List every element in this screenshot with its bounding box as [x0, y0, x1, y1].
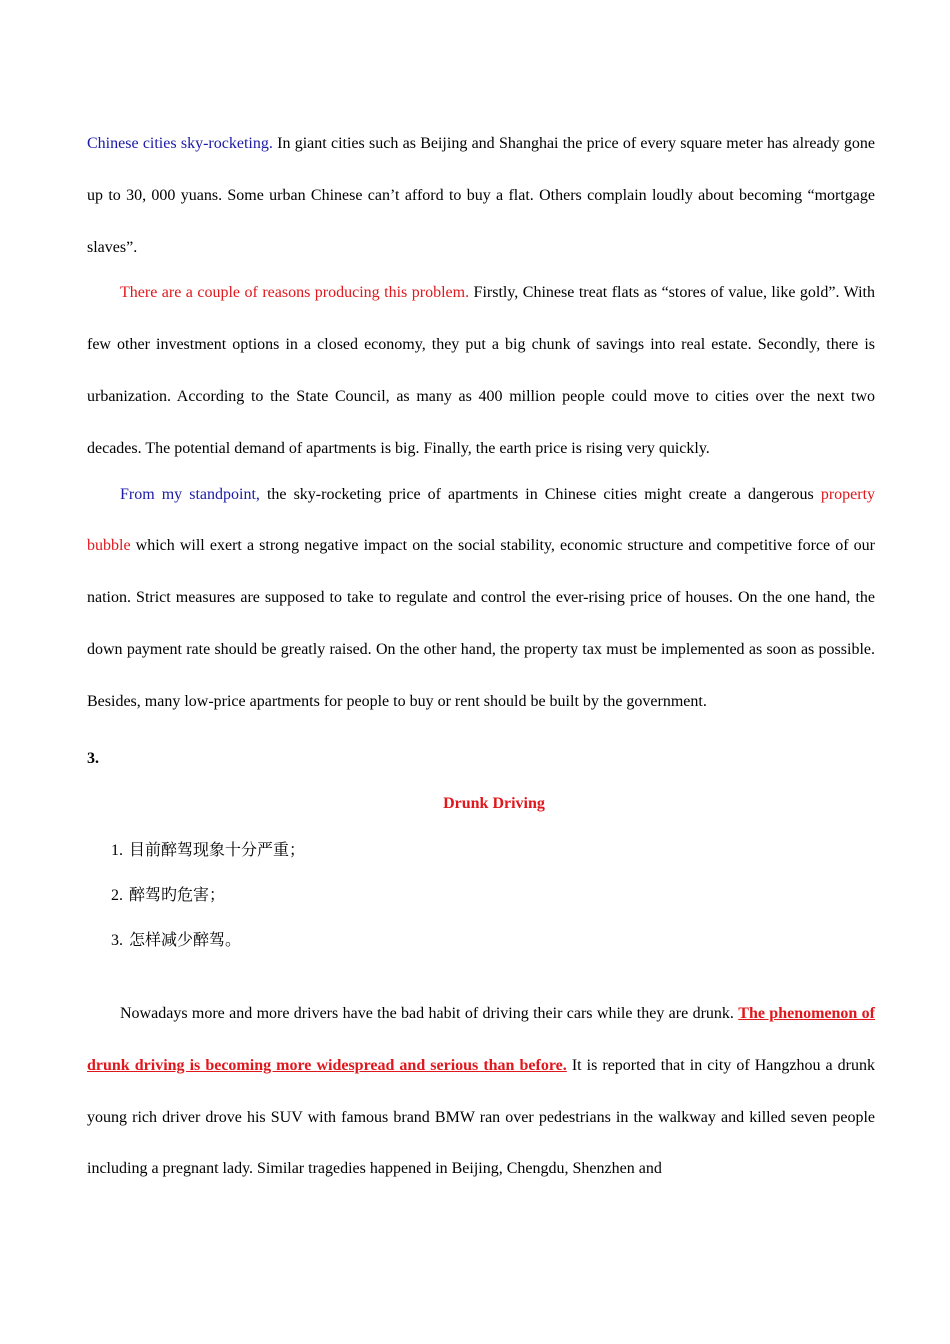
paragraph-drunk-driving [87, 988, 875, 1195]
list-item [111, 885, 305, 930]
paragraph-text: In giant cities such as Beijing and Shanghai the price of every square meter has already gone up to 30, 000 yuans. Some urban Chinese can’t afford to buy a flat. Others complain loudly about becoming “mortgage slaves”. [87, 135, 875, 256]
paragraph-lead-red: There are a couple of reasons producing this problem. [120, 284, 470, 302]
paragraph-opinion [87, 469, 875, 728]
essay-body-top [87, 118, 875, 728]
list-item-number: 1. [111, 842, 123, 859]
topic-sentence: The phenomenon of drunk driving is becoming more widespread and serious than before. [87, 1005, 875, 1074]
paragraph-reasons [87, 267, 875, 474]
paragraph-problem [87, 118, 875, 273]
paragraph-lead-blue: Chinese cities sky-rocketing. [87, 135, 273, 152]
paragraph-text: It is reported that in city of Hangzhou a drunk young rich driver drove his SUV with famous brand BMW ran over pedestrians in the walkway and killed seven people including a pregnant lady. Similar tragedies happened in Beijing, Chengdu, Shenzhen and [87, 1056, 875, 1178]
list-item-number: 2. [111, 887, 123, 904]
list-item-text: 醉驾旳危害； [129, 887, 226, 904]
paragraph-text: Firstly, Chinese treat flats as “stores of value, like gold”. With few other investment options in a closed economy, they put a big chunk of savings into real estate. Secondly, there is urbanization. According to the State Council, as many as 400 million people could move to cities over the next two decades. The potential demand of apartments is big. Finally, the earth price is rising very quickly. [87, 284, 875, 457]
paragraph-text: the sky-rocketing price of apartments in Chinese cities might create a dangerous [259, 485, 821, 503]
list-item-number: 3. [111, 932, 123, 949]
list-item-text: 目前醉驾现象十分严重； [129, 842, 306, 859]
section-number: 3. [87, 750, 99, 767]
paragraph-text: Nowadays more and more drivers have the bad habit of driving their cars while they are drunk. [120, 1005, 739, 1022]
essay-title: Drunk Driving [443, 795, 545, 812]
highlight-term: property bubble [87, 485, 876, 555]
paragraph-lead-blue: From my standpoint, [120, 485, 260, 503]
essay-body-bottom [87, 988, 875, 1195]
outline-list [111, 840, 305, 975]
paragraph-text: which will exert a strong negative impact on the social stability, economic structure and competitive force of our nation. Strict measures are supposed to take to regulate and control the ever-rising price of houses. On the one hand, the down payment rate should be greatly raised. On the other hand, the property tax must be implemented as soon as possible. Besides, many low-price apartments for people to buy or rent should be built by the government. [87, 537, 875, 710]
list-item [111, 930, 305, 975]
list-item-text: 怎样减少醉驾。 [129, 932, 242, 949]
list-item [111, 840, 305, 885]
